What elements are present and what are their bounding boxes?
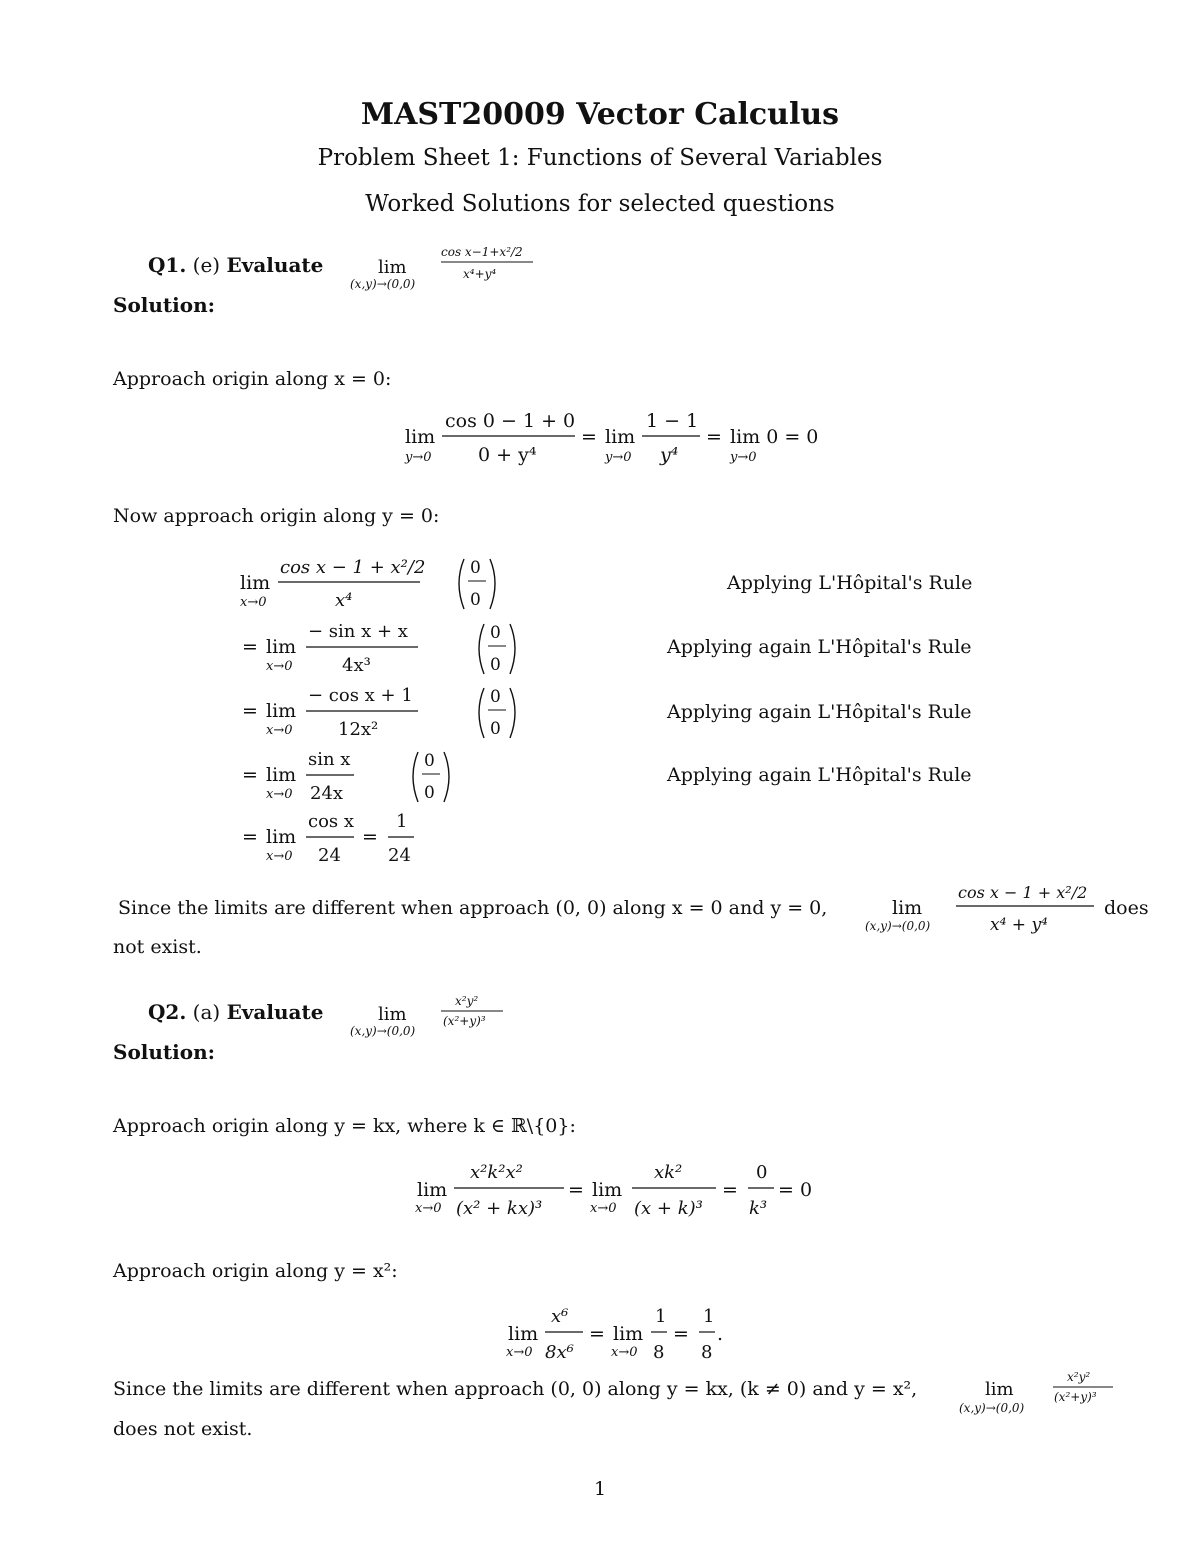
q1-note-2: Applying again L'Hôpital's Rule: [667, 636, 972, 658]
lim-sub: x→0: [266, 723, 293, 738]
lim-text: lim: [240, 572, 271, 594]
indet-den: 0: [424, 783, 435, 803]
equals: =: [589, 1323, 605, 1345]
q1-label: Q1.: [148, 253, 187, 277]
eq-den: 8x⁶: [545, 1342, 574, 1363]
q1-frac-den: x⁴+y⁴: [463, 267, 497, 281]
indet-den: 0: [490, 655, 501, 675]
equals: =: [362, 826, 378, 848]
lim-text: lim: [266, 700, 297, 722]
eq-num: 0: [756, 1162, 768, 1183]
step4-num: sin x: [308, 749, 351, 770]
step1-den: x⁴: [335, 590, 353, 611]
q2-conclusion: Since the limits are different when approach (0, 0) along y = kx, (k ≠ 0) and y = x²,: [113, 1378, 918, 1400]
q2-label: Q2.: [148, 1000, 187, 1024]
step3-num: − cos x + 1: [308, 685, 413, 706]
lim-text: lim: [266, 764, 297, 786]
q2-approach-kx: Approach origin along y = kx, where k ∈ ℝ\{0}:: [113, 1115, 576, 1137]
q1-conclusion-does: does: [1104, 897, 1149, 919]
q1-lim-sub: (x,y)→(0,0): [350, 277, 416, 291]
equals: =: [568, 1179, 584, 1201]
q1-heading: [148, 253, 323, 277]
lim-text: lim: [892, 897, 923, 919]
eq-den: 8: [653, 1342, 665, 1363]
equals: =: [242, 826, 258, 848]
step3-den: 12x²: [338, 719, 379, 740]
eq2-den: y⁴: [660, 444, 679, 466]
q2-verb: Evaluate: [226, 1000, 324, 1024]
eq-num: x²k²x²: [470, 1162, 523, 1183]
q1-conclusion-end: not exist.: [113, 936, 202, 958]
lim-text: lim: [417, 1179, 448, 1201]
q2-heading: [148, 1000, 323, 1024]
q1-verb: Evaluate: [226, 253, 324, 277]
q2-approach-x2: Approach origin along y = x²:: [113, 1260, 398, 1282]
lim-sub: x→0: [611, 1345, 638, 1360]
result-den: 24: [388, 845, 411, 866]
frac-num: cos x − 1 + x²/2: [958, 883, 1088, 902]
step2-num: − sin x + x: [308, 621, 408, 642]
q1-approach-y0: Now approach origin along y = 0:: [113, 505, 440, 527]
lim-sub: y→0: [730, 450, 757, 465]
q1-part: (e): [192, 253, 221, 277]
indet-num: 0: [470, 558, 481, 578]
step5-num: cos x: [308, 811, 355, 832]
lim-sub: y→0: [605, 450, 632, 465]
q2-equation-kx: [412, 1156, 832, 1226]
eq-num: 1: [703, 1306, 715, 1327]
lim-text: lim: [508, 1323, 539, 1345]
period: .: [717, 1323, 724, 1345]
page-subtitle-2: Worked Solutions for selected questions: [365, 191, 835, 217]
indet-num: 0: [490, 687, 501, 707]
indet-den: 0: [470, 590, 481, 610]
eq-num: x⁶: [551, 1306, 569, 1327]
equals: =: [242, 764, 258, 786]
eq2-num: 1 − 1: [646, 410, 699, 432]
lim-sub: x→0: [590, 1201, 617, 1216]
q1-note-4: Applying again L'Hôpital's Rule: [667, 764, 972, 786]
step4-den: 24x: [310, 783, 344, 804]
q1-approach-x0: Approach origin along x = 0:: [113, 368, 392, 390]
q2-part: (a): [192, 1000, 221, 1024]
q2-lim-sub: (x,y)→(0,0): [350, 1024, 416, 1038]
lim-text: lim: [266, 826, 297, 848]
q1-conclusion: Since the limits are different when approach (0, 0) along x = 0 and y = 0,: [118, 897, 828, 919]
eq-den: k³: [749, 1198, 768, 1219]
q2-conclusion-end: does not exist.: [113, 1418, 253, 1440]
page-number: 1: [593, 1478, 607, 1500]
lim-text: lim: [592, 1179, 623, 1201]
q2-frac-num: x²y²: [455, 994, 479, 1008]
page-title: MAST20009 Vector Calculus: [360, 97, 840, 132]
q2-equation-x2: [503, 1300, 743, 1370]
eq1-den: 0 + y⁴: [478, 444, 537, 466]
lim-sub: x→0: [415, 1201, 442, 1216]
lim-sub: y→0: [405, 450, 432, 465]
q1-conclusion-limit: [862, 872, 1112, 942]
q2-limit-expression: [345, 983, 525, 1043]
q1-solution-label: Solution:: [113, 293, 216, 317]
step2-den: 4x³: [342, 655, 371, 676]
lim-sub: x→0: [506, 1345, 533, 1360]
equals: =: [706, 426, 722, 448]
equals: =: [581, 426, 597, 448]
indet-den: 0: [490, 719, 501, 739]
lim-sub: x→0: [266, 659, 293, 674]
q2-frac-den: (x²+y)³: [443, 1014, 486, 1028]
q2-conclusion-limit: [957, 1365, 1127, 1425]
lim-text: lim: [985, 1379, 1014, 1400]
q1-equation-x0: [400, 405, 840, 475]
lim-sub: (x,y)→(0,0): [865, 919, 931, 933]
q2-solution-label: Solution:: [113, 1040, 216, 1064]
lim-sub: (x,y)→(0,0): [959, 1401, 1025, 1415]
indet-num: 0: [490, 623, 501, 643]
lim-text: lim: [266, 636, 297, 658]
indet-num: 0: [424, 751, 435, 771]
eq-num: xk²: [654, 1162, 683, 1183]
frac-num: x²y²: [1067, 1370, 1091, 1384]
eq-den: (x + k)³: [634, 1198, 703, 1219]
frac-den: x⁴ + y⁴: [990, 915, 1048, 935]
equals: =: [722, 1179, 738, 1201]
q1-note-3: Applying again L'Hôpital's Rule: [667, 701, 972, 723]
q1-lim-text: lim: [378, 257, 407, 278]
result-num: 1: [396, 811, 408, 832]
eq-result: = 0: [778, 1179, 813, 1201]
q1-limit-expression: [345, 236, 545, 296]
eq1-num: cos 0 − 1 + 0: [445, 410, 576, 432]
lim-text: lim: [605, 426, 636, 448]
q1-note-1: Applying L'Hôpital's Rule: [727, 572, 973, 594]
page-subtitle: Problem Sheet 1: Functions of Several Variables: [317, 145, 883, 171]
eq-num: 1: [655, 1306, 667, 1327]
lim-text: lim: [613, 1323, 644, 1345]
q1-lhopital-steps: [230, 545, 550, 875]
step5-den: 24: [318, 845, 341, 866]
q2-lim-text: lim: [378, 1004, 407, 1025]
equals: =: [673, 1323, 689, 1345]
q1-frac-num: cos x−1+x²/2: [441, 245, 523, 259]
eq-den: (x² + kx)³: [456, 1198, 543, 1219]
lim-sub: x→0: [240, 595, 267, 610]
eq3-text: lim 0 = 0: [730, 426, 819, 448]
lim-text: lim: [405, 426, 436, 448]
lim-sub: x→0: [266, 787, 293, 802]
lim-sub: x→0: [266, 849, 293, 864]
frac-den: (x²+y)³: [1054, 1390, 1097, 1404]
equals: =: [242, 636, 258, 658]
step1-num: cos x − 1 + x²/2: [280, 557, 426, 578]
equals: =: [242, 700, 258, 722]
eq-den: 8: [701, 1342, 713, 1363]
